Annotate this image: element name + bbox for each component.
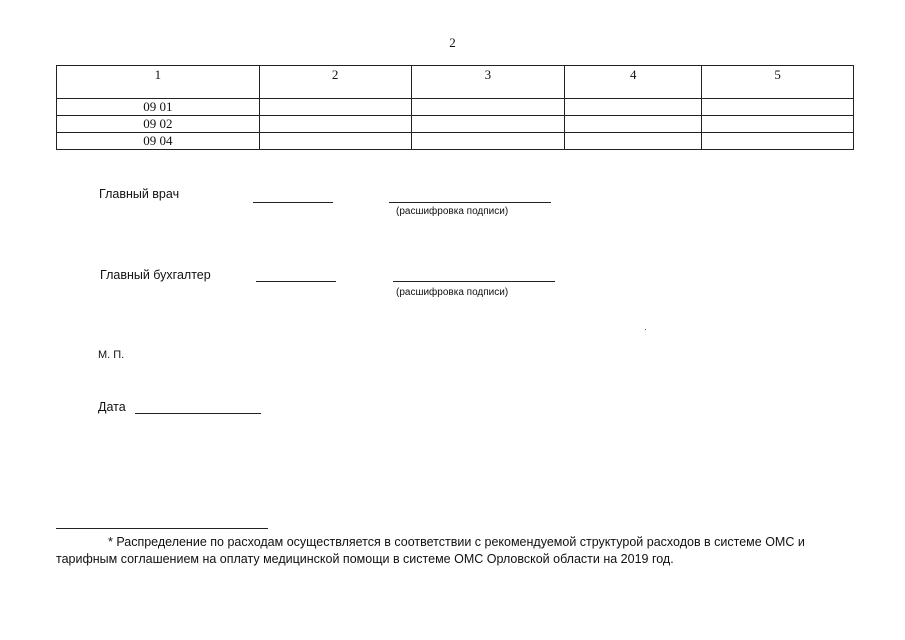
column-header: 1 — [57, 66, 260, 99]
column-header: 5 — [702, 66, 854, 99]
table-row — [57, 99, 854, 116]
chief-accountant-label: Главный бухгалтер — [100, 268, 211, 282]
table-cell — [565, 133, 702, 150]
table-cell — [259, 133, 411, 150]
column-header: 2 — [259, 66, 411, 99]
chief-doctor-name-line — [389, 202, 551, 203]
table-cell — [702, 133, 854, 150]
table-row — [57, 116, 854, 133]
data-table — [56, 65, 854, 150]
table-cell — [411, 99, 565, 116]
column-header: 4 — [565, 66, 702, 99]
table-cell — [565, 116, 702, 133]
table-cell: 09 02 — [57, 116, 260, 133]
table-cell: 09 04 — [57, 133, 260, 150]
table-header-row — [57, 66, 854, 99]
scan-dot — [645, 329, 646, 330]
table-cell: 09 01 — [57, 99, 260, 116]
table-cell — [702, 99, 854, 116]
chief-accountant-signature-line — [256, 281, 336, 282]
stamp-place: М. П. — [98, 349, 125, 361]
chief-accountant-name-line — [393, 281, 555, 282]
footnote: * Распределение по расходам осуществляется в соответствии с рекомендуемой структурой расходов в системе ОМС и тарифным соглашением на оплату медицинской помощи в системе ОМС Орловской области на 2019 год. — [56, 535, 805, 566]
table-row — [57, 133, 854, 150]
table-cell — [259, 99, 411, 116]
chief-accountant-signature-hint: (расшифровка подписи) — [396, 287, 509, 298]
chief-doctor-signature-hint: (расшифровка подписи) — [396, 206, 509, 217]
footnote-rule — [56, 528, 268, 529]
table-cell — [702, 116, 854, 133]
table-cell — [565, 99, 702, 116]
table-cell — [259, 116, 411, 133]
column-header: 3 — [411, 66, 565, 99]
date-label: Дата — [98, 400, 126, 414]
table-cell — [411, 116, 565, 133]
table-cell — [411, 133, 565, 150]
chief-doctor-signature-line — [253, 202, 333, 203]
page-number: 2 — [449, 35, 456, 50]
chief-doctor-label: Главный врач — [99, 187, 180, 201]
date-line — [135, 413, 261, 414]
